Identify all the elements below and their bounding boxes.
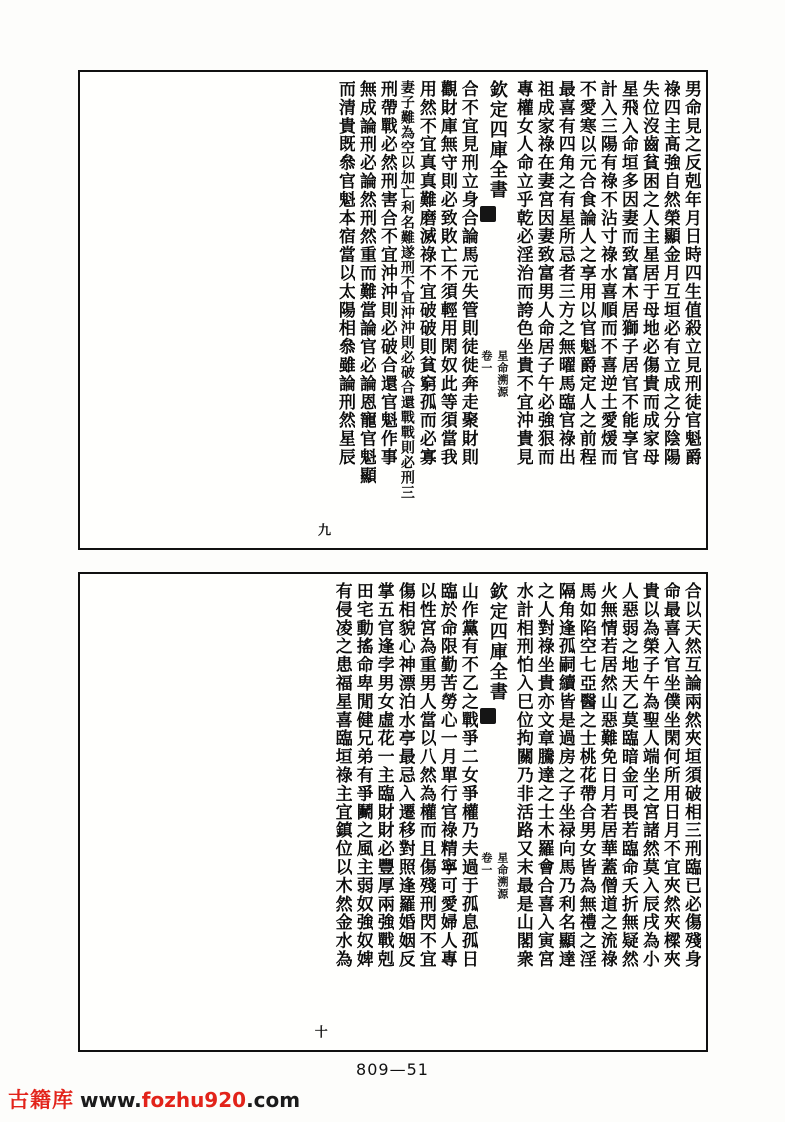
text-column: 田宅動搖命卑閒健兄弟有爭鬭之風主弱奴強奴婢	[352, 582, 373, 969]
book-title: 欽定四庫全書	[486, 80, 508, 200]
volume-label: 卷一	[479, 350, 493, 374]
text-column: 隔角逢孤嗣續皆是過房之子坐禄向馬乃利名顯達	[554, 582, 575, 969]
text-column: 用然不宜真真難磨滅祿不宜破破則貧窮孤而必寡	[415, 80, 436, 467]
text-column: 以性宮為重男人當以八然為權而且傷殘刑閃不宜	[415, 582, 436, 969]
text-column: 水計相刑怕入巳位拘關乃非活路又末最是山閣衆	[512, 582, 533, 969]
text-column: 有侵凌之患福星喜臨垣祿主宜鎮位以木然金水為	[331, 582, 352, 969]
text-column: 馬如陷空七亞醫之士桃花帶合男女皆為無禮之淫	[575, 582, 596, 969]
text-column: 刑帶戰必然刑害合不宜沖沖則必破合還官魁作事	[376, 80, 397, 467]
text-column: 人惡弱之地天乙莫臨暗金可畏若臨命夭折無疑然	[617, 582, 638, 969]
text-column: 命最喜入官坐僕坐閑何所用日月不宜夾然夾樑夾	[659, 582, 680, 969]
site-url-domain: fozhu920	[141, 1088, 247, 1112]
book-title-column	[478, 78, 512, 542]
bottom-text-block	[78, 572, 708, 1052]
book-title: 欽定四庫全書	[486, 582, 508, 702]
site-url	[80, 1088, 300, 1112]
book-title-column	[478, 580, 512, 1044]
text-column: 無成論刑必論然刑然重而難當論官必論恩寵官魁顯	[355, 80, 376, 485]
text-column: 合不宜見刑立身合論馬元失管則徒徙奔走聚財則	[457, 80, 478, 467]
text-column: 祿四主髙強自然榮顯金月互垣必有立成之分陰陽	[659, 80, 680, 467]
text-column: 最喜有四角之有星所忌者三方之無曜馬臨官祿出	[554, 80, 575, 467]
text-column: 山作黨有不乙之戰爭二女爭權乃夫過于孤息孤日	[457, 582, 478, 969]
text-column: 專權女人命立乎乾必淫治而誇色坐貴不宜沖貴見	[512, 80, 533, 467]
book-subtitle: 星命溯源	[495, 852, 509, 900]
text-column: 祖成家祿在妻宮因妻致富男人命居子午必強狠而	[533, 80, 554, 467]
site-name-cn: 古籍库	[8, 1087, 74, 1112]
folio-number: 809—51	[356, 1060, 429, 1079]
text-column: 臨於命限勤苦勞心一月單行官祿精寧可愛婦人專	[436, 582, 457, 969]
text-column: 男命見之反剋年月日時四生值殺立見刑徒官魁爵	[681, 80, 701, 467]
text-column: 之人對祿坐貴亦文章騰達之士木羅會合喜入寅宮	[533, 582, 554, 969]
page-label: 九	[314, 523, 330, 536]
top-text-block	[78, 70, 708, 550]
site-url-tld: .com	[246, 1088, 301, 1112]
text-column: 星飛入命垣多因妻而致富木居獅子居官不能享官	[617, 80, 638, 467]
text-column: 不愛寒以元合食論人之享用以官魁爵定人之前程	[575, 80, 596, 467]
text-column: 妻子難為空以加亡利名難遂刑不宜沖沖則必破合還戰戰則必刑三	[398, 80, 415, 500]
text-column: 掌五官逢孛男女虛花一主臨財財必豐厚兩強戰剋	[373, 582, 394, 969]
text-column: 火無情若居然山惡難免日月若居華蓋僧道之流祿	[596, 582, 617, 969]
text-column: 合以天然互論兩然夾垣須破相三刑臨已必傷殘身	[681, 582, 701, 969]
text-column: 觀財庫無守則必致敗亡不須輕用閑奴此等須當我	[436, 80, 457, 467]
site-watermark	[8, 1084, 300, 1114]
seal-icon	[480, 206, 496, 222]
text-column: 而清貴既叅官魁本宿當以太陽相叅雖論刑然星辰	[334, 80, 355, 467]
volume-label: 卷一	[479, 852, 493, 876]
seal-icon	[480, 708, 496, 724]
text-column: 失位沒齒貧困之人主星居于母地必傷貴而成家母	[638, 80, 659, 467]
site-url-prefix: www.	[80, 1088, 142, 1112]
text-column: 貴以為榮子午為聖人端坐之宮諸然莫入辰戌為小	[638, 582, 659, 969]
book-subtitle: 星命溯源	[495, 350, 509, 398]
page-label: 十	[311, 1025, 327, 1038]
text-column: 計入三陽有祿不沾寸祿水喜順而不喜逆土愛煖而	[596, 80, 617, 467]
text-column: 傷相貌心神漂泊水亭最忌入遷移對照逢羅婚姻反	[394, 582, 415, 969]
